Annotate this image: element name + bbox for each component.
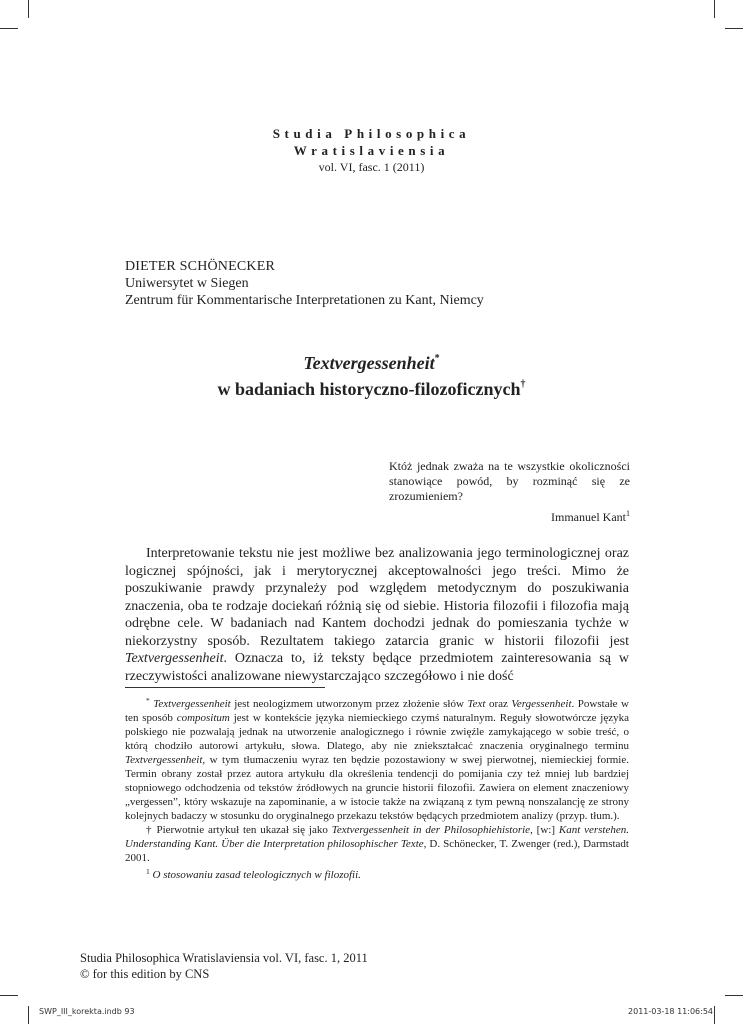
journal-volume: vol. VI, fasc. 1 (2011) (318, 160, 425, 174)
footnote-text: oraz (485, 698, 512, 710)
footnote-emphasis: Kant verstehen. Understanding Kant. Über die Interpretation philosophischer Texte (125, 824, 630, 850)
crop-mark (725, 995, 743, 996)
title-line-2 (0, 374, 743, 400)
author-block (125, 258, 484, 309)
paragraph-emphasis: Textvergessenheit (125, 651, 224, 666)
journal-title-line2: Wratislaviensia (293, 143, 450, 158)
journal-header (0, 125, 743, 174)
footnote-dagger (125, 823, 629, 865)
epigraph-attribution (389, 506, 630, 525)
footer-line-2: © for this edition by CNS (80, 967, 210, 981)
footnote-star (125, 694, 629, 823)
footnote-mark: 1 (146, 867, 150, 876)
crop-mark (28, 1006, 29, 1024)
paragraph-text: . Oznacza to, iż teksty będące przedmiotem zainteresowania są w rzeczywistości analizowane niewystarczająco szczegółowo i nie dość (125, 651, 629, 684)
crop-mark (28, 0, 29, 18)
print-slug-timestamp: 2011-03-18 11:06:54 (628, 1007, 713, 1016)
footnote-emphasis: compositum (176, 712, 230, 724)
copyright-footer (80, 950, 368, 982)
footnote-text: w tym tłumaczeniu wyraz ten będzie pozostawiony w swej pierwotnej, niemieckiej formie. Termin obrany został przez autora artykułu dla określenia tendencji do pomijania czy też mniej lub bardziej stopniowego odchodzenia od tekstów źródłowych na gruncie historii filozofii. Zawiera on element znaczeniowy „vergessen”, który wskazuje na zapominanie, a w istocie także na związaną z tym pewną nonszalancję ze strony kolejnych badaczy w stosunku do oryginalnego przekazu tekstów będących przedmiotem analizy (przyp. tłum.). (125, 754, 629, 822)
footnote-text: Pierwotnie artykuł ten ukazał się jako (152, 824, 332, 836)
paragraph-text: Interpretowanie tekstu nie jest możliwe bez analizowania jego terminologicznej oraz logicznej spójności, jak i merytorycznej akceptowalności jego treści. Mimo że poszukiwanie prawdy przynależy pod względem metodycznym do poszukiwania znaczenia, oba te rodzaje dociekań różnią się od siebie. Historia filozofii i filozofia mają odrębne cele. W badaniach nad Kantem dochodzi jednak do pomieszania tychże w niekorzystny sposób. Rezultatem takiego zatarcia granic w historii filozofii jest (125, 546, 629, 649)
print-slug-file: SWP_III_korekta.indb 93 (39, 1007, 135, 1016)
epigraph-text: Któż jednak zważa na te wszystkie okoliczności stanowiące powód, by rozminąć się ze zrozumieniem? (389, 459, 630, 503)
footnote-emphasis: Text (467, 698, 486, 710)
author-affiliation-2: Zentrum für Kommentarische Interpretationen zu Kant, Niemcy (125, 293, 484, 308)
footnotes (125, 694, 629, 882)
title-line-1 (0, 348, 743, 374)
footnote-rule (125, 687, 325, 688)
title-line1-text: Textvergessenheit (303, 353, 435, 373)
footnote-emphasis: Textvergessenheit (153, 698, 231, 710)
title-line2-text: w badaniach historyczno-filozoficznych (217, 379, 521, 399)
footer-line-1: Studia Philosophica Wratislaviensia vol. VI, fasc. 1, 2011 (80, 951, 368, 965)
author-name: DIETER SCHÖNECKER (125, 259, 276, 274)
footnote-emphasis: Vergessenheit (511, 698, 572, 710)
footnote-mark: † (146, 824, 153, 836)
footnote-text: , D. Schönecker, T. Zwenger (red.), Darmstadt 2001. (125, 838, 629, 864)
body-text (125, 545, 629, 685)
epigraph-author: Immanuel Kant (551, 510, 626, 524)
footnote-text: , [w:] (530, 824, 559, 836)
paragraph (125, 545, 629, 685)
crop-mark (714, 0, 715, 18)
epigraph-footnote-mark[interactable]: 1 (626, 509, 630, 518)
journal-title-line1: Studia Philosophica (272, 126, 471, 141)
footnote-emphasis: O stosowaniu zasad teleologicznych w filozofii. (152, 869, 361, 881)
crop-mark (0, 995, 18, 996)
crop-mark (0, 28, 18, 29)
footnote-1 (125, 865, 629, 882)
title-footnote-mark-dagger[interactable]: † (520, 379, 526, 390)
footnote-mark: * (146, 696, 150, 705)
footnote-text: . Powstałe w ten sposób (125, 698, 629, 724)
epigraph (389, 459, 630, 525)
footnote-emphasis: Textvergessenheit in der Philosophiehistorie (331, 824, 531, 836)
footnote-text: jest neologizmem utworzonym przez złożenie słów (230, 698, 468, 710)
footnote-emphasis: Textvergessenheit, (125, 754, 206, 766)
article-title (0, 348, 743, 400)
title-footnote-mark-star[interactable]: * (434, 353, 440, 364)
crop-mark (725, 28, 743, 29)
author-affiliation-1: Uniwersytet w Siegen (125, 276, 249, 291)
crop-mark (714, 1006, 715, 1024)
footnote-text: jest w kontekście języka niemieckiego czymś naturalnym. Reguły słowotwórcze języka polskiego nie pozwalają jednak na utworzenie analogicznego i równie zwięźle zamykającego w sobie treść, o którą chodziło autorowi artykułu, słowa. Dlatego, aby nie zniekształcać znaczenia oryginalnego terminu (125, 712, 630, 752)
